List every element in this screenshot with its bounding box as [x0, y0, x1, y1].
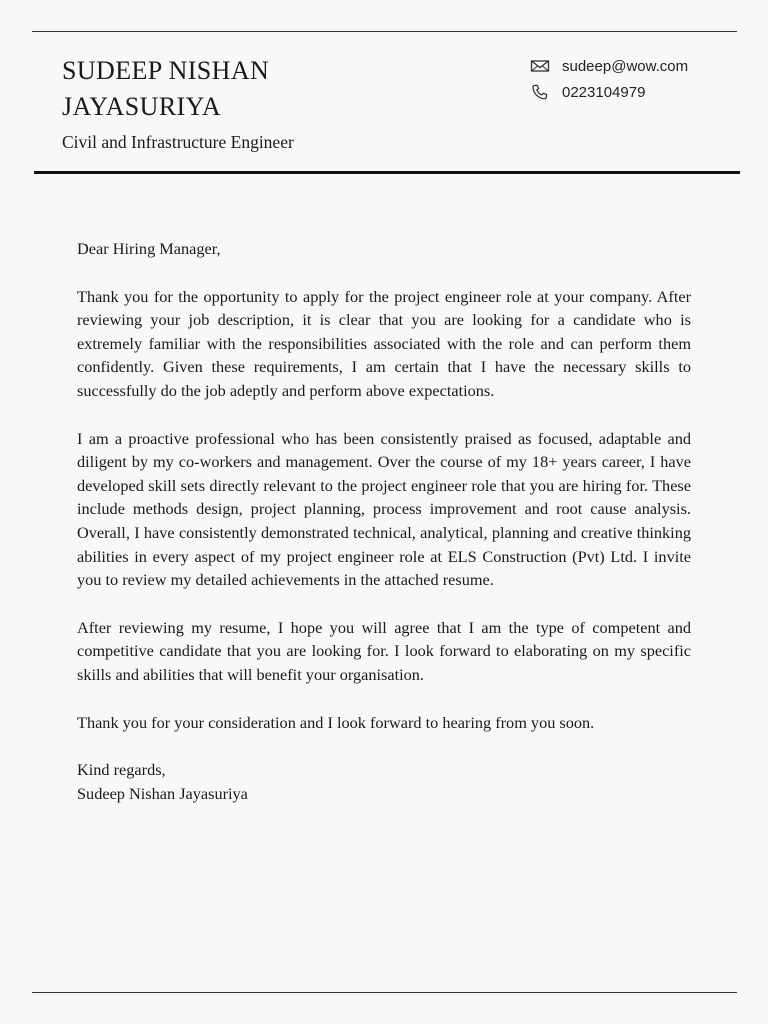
phone-icon [530, 84, 550, 100]
paragraph-2: I am a proactive professional who has been consistently praised as focused, adaptable and diligent by my co-workers and management. Over the course of my 18+ years career, I have developed skill sets directly relevant to the project engineer role that you are hiring for. These include methods design, project planning, process improvement and root cause analysis. Overall, I have consistently demonstrated technical, analytical, planning and creative thinking abilities in every aspect of my project engineer role at ELS Construction (Pvt) Ltd. I invite you to review my detailed achievements in the attached resume. [77, 428, 691, 590]
paragraph-4: Thank you for your consideration and I look forward to hearing from you soon. [77, 712, 595, 732]
job-title: Civil and Infrastructure Engineer [62, 132, 294, 152]
salutation: Dear Hiring Manager, [77, 239, 221, 258]
closing: Kind regards, [77, 760, 166, 780]
header-divider [34, 171, 740, 174]
phone-row[interactable] [530, 79, 688, 105]
envelope-icon [530, 58, 550, 74]
phone-number[interactable]: 0223104979 [562, 83, 646, 101]
signature: Sudeep Nishan Jayasuriya [77, 783, 248, 803]
applicant-name [62, 53, 402, 125]
name-line-1: SUDEEP NISHAN [62, 56, 270, 85]
bottom-divider [32, 992, 737, 993]
paragraph-3: After reviewing my resume, I hope you will agree that I am the type of competent and competitive candidate that you are looking for. I look forward to elaborating on my specific skills and abilities that will benefit your organisation. [77, 617, 691, 684]
contact-block [530, 53, 688, 105]
name-line-2: JAYASURIYA [62, 92, 222, 121]
email-row[interactable] [530, 53, 688, 79]
email-link[interactable]: sudeep@wow.com [562, 57, 689, 75]
top-divider [32, 31, 737, 32]
paragraph-1: Thank you for the opportunity to apply for the project engineer role at your company. After reviewing your job description, it is clear that you are looking for a candidate who is extremely familiar with the responsibilities associated with the role and can perform them confidently. Given these requirements, I am certain that I have the necessary skills to successfully do the job adeptly and perform above expectations. [77, 286, 691, 400]
letter-body [77, 237, 691, 805]
